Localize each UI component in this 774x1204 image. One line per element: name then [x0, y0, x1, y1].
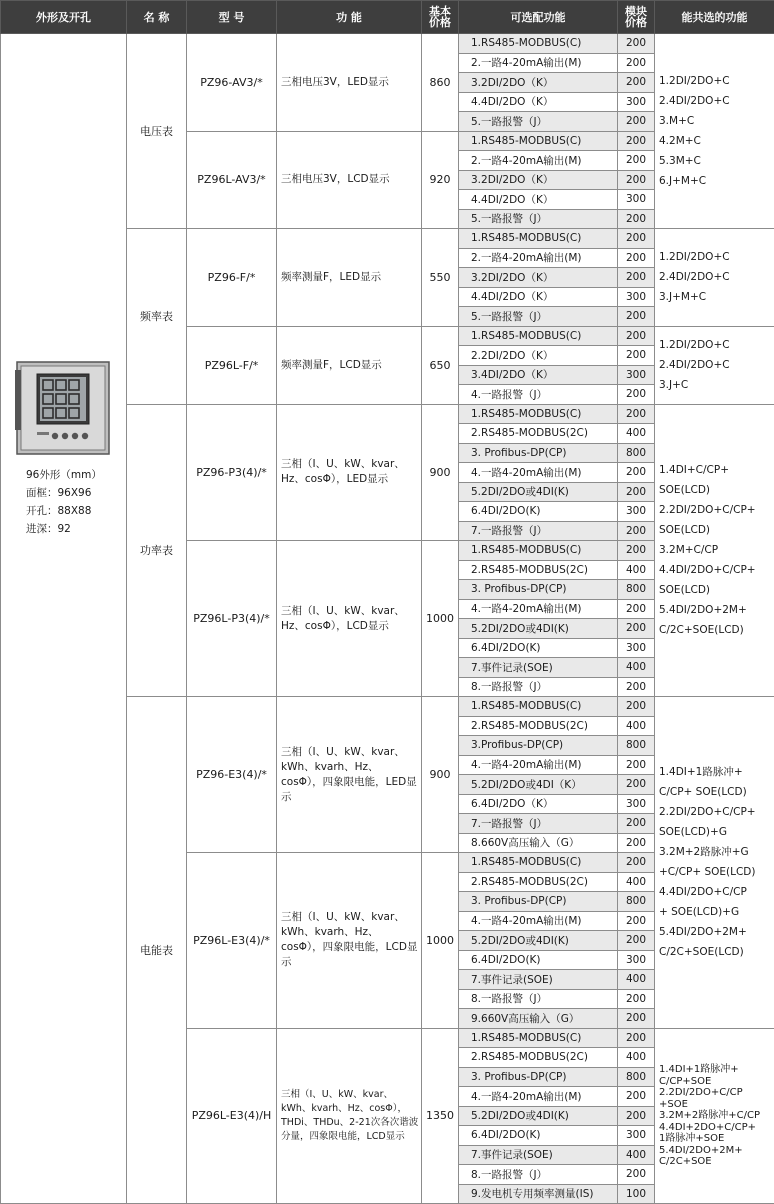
option-name: 3. Profibus-DP(CP)	[459, 892, 618, 912]
option-name: 3.Profibus-DP(CP)	[459, 736, 618, 756]
combo-item: +SOE	[659, 1099, 772, 1111]
model-number: PZ96-E3(4)/*	[187, 697, 277, 853]
option-name: 1.RS485-MODBUS(C)	[459, 404, 618, 424]
model-function: 三相电压3V，LED显示	[277, 34, 422, 132]
option-name: 5.2DI/2DO或4DI(K)	[459, 931, 618, 951]
header-options: 可选配功能	[459, 1, 618, 34]
option-price: 200	[618, 346, 655, 366]
option-price: 200	[618, 112, 655, 132]
combo-item: SOE(LCD)	[659, 520, 772, 540]
option-name: 3.2DI/2DO（K）	[459, 268, 618, 288]
header-model: 型 号	[187, 1, 277, 34]
option-price: 200	[618, 1009, 655, 1029]
option-name: 1.RS485-MODBUS(C)	[459, 853, 618, 873]
model-number: PZ96L-F/*	[187, 326, 277, 404]
option-name: 2.RS485-MODBUS(2C)	[459, 1048, 618, 1068]
option-name: 2.RS485-MODBUS(2C)	[459, 424, 618, 444]
option-price: 200	[618, 833, 655, 853]
option-price: 200	[618, 1165, 655, 1185]
option-name: 5.2DI/2DO或4DI(K)	[459, 482, 618, 502]
option-name: 7.事件记录(SOE)	[459, 1145, 618, 1165]
option-name: 1.RS485-MODBUS(C)	[459, 131, 618, 151]
combo-item: 3.2M+C/CP	[659, 540, 772, 560]
category-name: 频率表	[127, 229, 187, 405]
option-name: 3.2DI/2DO（K）	[459, 73, 618, 93]
option-name: 5.2DI/2DO或4DI(K)	[459, 1106, 618, 1126]
option-price: 200	[618, 170, 655, 190]
option-name: 3.2DI/2DO（K）	[459, 170, 618, 190]
option-name: 2.RS485-MODBUS(2C)	[459, 872, 618, 892]
option-name: 6.4DI/2DO(K)	[459, 638, 618, 658]
option-price: 200	[618, 73, 655, 93]
option-name: 2.一路4-20mA输出(M)	[459, 151, 618, 171]
option-price: 800	[618, 580, 655, 600]
option-price: 200	[618, 131, 655, 151]
header-shape: 外形及开孔	[1, 1, 127, 34]
option-price: 200	[618, 541, 655, 561]
option-name: 9.发电机专用频率测量(IS)	[459, 1184, 618, 1204]
option-name: 1.RS485-MODBUS(C)	[459, 34, 618, 54]
model-number: PZ96L-AV3/*	[187, 131, 277, 229]
combo-item: C/2C+SOE(LCD)	[659, 620, 772, 640]
option-price: 200	[618, 229, 655, 249]
combo-list	[655, 326, 774, 404]
option-price: 200	[618, 931, 655, 951]
option-name: 4.4DI/2DO（K）	[459, 287, 618, 307]
option-name: 2.RS485-MODBUS(2C)	[459, 716, 618, 736]
model-number: PZ96-P3(4)/*	[187, 404, 277, 541]
category-name: 功率表	[127, 404, 187, 697]
option-name: 9.660V高压输入（G）	[459, 1009, 618, 1029]
combo-item: 5.4DI/2DO+2M+	[659, 922, 772, 942]
shape-line: 开孔：88X88	[26, 502, 102, 520]
combo-item: + SOE(LCD)+G	[659, 902, 772, 922]
option-price: 200	[618, 755, 655, 775]
combo-item: SOE(LCD)	[659, 480, 772, 500]
combo-item: 1.4DI+1路脉冲+	[659, 762, 772, 782]
option-price: 200	[618, 619, 655, 639]
option-name: 5.一路报警（J）	[459, 209, 618, 229]
option-price: 200	[618, 853, 655, 873]
option-price: 200	[618, 307, 655, 327]
option-name: 4.一路4-20mA输出(M)	[459, 599, 618, 619]
combo-item: 3.2M+2路脉冲+C/CP	[659, 1110, 772, 1122]
option-price: 300	[618, 190, 655, 210]
header-combos: 能共选的功能	[655, 1, 774, 34]
base-price: 860	[422, 34, 459, 132]
base-price: 1350	[422, 1028, 459, 1204]
combo-list	[655, 34, 774, 229]
option-name: 5.一路报警（J）	[459, 112, 618, 132]
combo-item: 1路脉冲+SOE	[659, 1133, 772, 1145]
option-name: 3. Profibus-DP(CP)	[459, 1067, 618, 1087]
base-price: 900	[422, 697, 459, 853]
combo-item: 2.4DI/2DO+C	[659, 267, 772, 287]
option-name: 4.一路4-20mA输出(M)	[459, 755, 618, 775]
model-number: PZ96-AV3/*	[187, 34, 277, 132]
model-function: 三相（I、U、kW、kvar、kWh、kvarh、Hz、cosΦ），四象限电能，LCD显示	[277, 853, 422, 1029]
option-name: 8.660V高压输入（G）	[459, 833, 618, 853]
header-row	[1, 1, 774, 34]
base-price: 650	[422, 326, 459, 404]
combo-item: 1.4DI+1路脉冲+	[659, 1064, 772, 1076]
model-function: 三相电压3V，LCD显示	[277, 131, 422, 229]
combo-item: C/2C+SOE	[659, 1156, 772, 1168]
combo-item: C/CP+ SOE(LCD)	[659, 782, 772, 802]
option-price: 400	[618, 970, 655, 990]
option-price: 200	[618, 326, 655, 346]
option-name: 7.事件记录(SOE)	[459, 658, 618, 678]
combo-item: 4.4DI+2DO+C/CP+	[659, 1122, 772, 1134]
option-price: 200	[618, 268, 655, 288]
base-price: 920	[422, 131, 459, 229]
combo-list	[655, 229, 774, 327]
option-name: 1.RS485-MODBUS(C)	[459, 541, 618, 561]
model-number: PZ96L-E3(4)/*	[187, 853, 277, 1029]
option-name: 2.RS485-MODBUS(2C)	[459, 560, 618, 580]
option-price: 300	[618, 287, 655, 307]
option-price: 800	[618, 736, 655, 756]
option-price: 200	[618, 775, 655, 795]
option-price: 200	[618, 599, 655, 619]
option-price: 200	[618, 482, 655, 502]
shape-cell	[1, 34, 127, 1204]
option-name: 1.RS485-MODBUS(C)	[459, 697, 618, 717]
combo-list	[655, 404, 774, 697]
option-name: 5.2DI/2DO或4DI(K)	[459, 619, 618, 639]
option-name: 2.一路4-20mA输出(M)	[459, 248, 618, 268]
model-function: 三相（I、U、kW、kvar、kWh、kvarh、Hz、cosΦ），THDi、THDu、2-21次各次谐波分量，四象限电能，LCD显示	[277, 1028, 422, 1204]
option-name: 7.一路报警（J）	[459, 814, 618, 834]
option-price: 300	[618, 638, 655, 658]
panel-meter-icon	[15, 360, 111, 456]
combo-item: 1.2DI/2DO+C	[659, 335, 772, 355]
option-name: 1.RS485-MODBUS(C)	[459, 1028, 618, 1048]
option-price: 400	[618, 658, 655, 678]
model-function: 三相（I、U、kW、kvar、kWh、kvarh、Hz、cosΦ），四象限电能，LED显示	[277, 697, 422, 853]
option-name: 3.4DI/2DO（K）	[459, 365, 618, 385]
option-price: 200	[618, 814, 655, 834]
combo-item: 5.4DI/2DO+2M+	[659, 1145, 772, 1157]
combo-list	[655, 1028, 774, 1204]
option-price: 200	[618, 404, 655, 424]
option-price: 200	[618, 1028, 655, 1048]
option-price: 200	[618, 463, 655, 483]
combo-item: 6.J+M+C	[659, 171, 772, 191]
combo-item: 2.4DI/2DO+C	[659, 91, 772, 111]
combo-item: C/CP+SOE	[659, 1076, 772, 1088]
option-name: 5.2DI/2DO或4DI（K）	[459, 775, 618, 795]
combo-list	[655, 697, 774, 1029]
option-price: 200	[618, 151, 655, 171]
option-name: 1.RS485-MODBUS(C)	[459, 229, 618, 249]
option-name: 3. Profibus-DP(CP)	[459, 443, 618, 463]
option-name: 3. Profibus-DP(CP)	[459, 580, 618, 600]
option-price: 300	[618, 502, 655, 522]
option-name: 8.一路报警（J）	[459, 989, 618, 1009]
option-price: 200	[618, 385, 655, 405]
combo-item: 2.2DI/2DO+C/CP+	[659, 500, 772, 520]
model-function: 三相（I、U、kW、kvar、Hz、cosΦ），LED显示	[277, 404, 422, 541]
combo-item: 3.J+M+C	[659, 287, 772, 307]
option-name: 2.一路4-20mA输出(M)	[459, 53, 618, 73]
header-function: 功 能	[277, 1, 422, 34]
combo-item: 1.2DI/2DO+C	[659, 247, 772, 267]
option-name: 8.一路报警（J）	[459, 677, 618, 697]
model-number: PZ96L-E3(4)/H	[187, 1028, 277, 1204]
option-price: 400	[618, 560, 655, 580]
option-price: 200	[618, 53, 655, 73]
combo-item: 1.2DI/2DO+C	[659, 71, 772, 91]
base-price: 900	[422, 404, 459, 541]
category-name: 电压表	[127, 34, 187, 229]
model-number: PZ96-F/*	[187, 229, 277, 327]
option-price: 200	[618, 521, 655, 541]
model-function: 频率测量F，LED显示	[277, 229, 422, 327]
option-price: 200	[618, 677, 655, 697]
combo-item: 3.2M+2路脉冲+G	[659, 842, 772, 862]
combo-item: 2.2DI/2DO+C/CP	[659, 1087, 772, 1099]
option-name: 6.4DI/2DO(K)	[459, 502, 618, 522]
option-name: 6.4DI/2DO（K）	[459, 794, 618, 814]
option-name: 4.一路4-20mA输出(M)	[459, 1087, 618, 1107]
option-price: 200	[618, 34, 655, 54]
shape-line: 面框：96X96	[26, 484, 102, 502]
combo-item: SOE(LCD)+G	[659, 822, 772, 842]
option-name: 2.2DI/2DO（K）	[459, 346, 618, 366]
option-price: 300	[618, 794, 655, 814]
option-name: 8.一路报警（J）	[459, 1165, 618, 1185]
header-base-price: 基本 价格	[422, 1, 459, 34]
combo-item: 2.4DI/2DO+C	[659, 355, 772, 375]
combo-item: +C/CP+ SOE(LCD)	[659, 862, 772, 882]
combo-item: 5.4DI/2DO+2M+	[659, 600, 772, 620]
shape-line: 96外形（mm）	[26, 466, 102, 484]
combo-item: 2.2DI/2DO+C/CP+	[659, 802, 772, 822]
base-price: 1000	[422, 853, 459, 1029]
option-price: 400	[618, 1048, 655, 1068]
combo-item: 4.4DI/2DO+C/CP+	[659, 560, 772, 580]
model-number: PZ96L-P3(4)/*	[187, 541, 277, 697]
base-price: 1000	[422, 541, 459, 697]
option-name: 4.4DI/2DO（K）	[459, 92, 618, 112]
combo-item: 3.M+C	[659, 111, 772, 131]
shape-line: 进深：92	[26, 520, 102, 538]
option-name: 7.事件记录(SOE)	[459, 970, 618, 990]
option-name: 4.一路4-20mA输出(M)	[459, 463, 618, 483]
header-module-price: 模块 价格	[618, 1, 655, 34]
option-price: 800	[618, 1067, 655, 1087]
combo-item: 1.4DI+C/CP+	[659, 460, 772, 480]
option-price: 200	[618, 1087, 655, 1107]
option-price: 200	[618, 209, 655, 229]
option-price: 400	[618, 1145, 655, 1165]
combo-item: 5.3M+C	[659, 151, 772, 171]
option-price: 300	[618, 1126, 655, 1146]
option-price: 200	[618, 248, 655, 268]
option-price: 100	[618, 1184, 655, 1204]
combo-item: 4.4DI/2DO+C/CP	[659, 882, 772, 902]
combo-item: 3.J+C	[659, 375, 772, 395]
option-price: 300	[618, 950, 655, 970]
shape-dimensions	[26, 466, 102, 538]
option-price: 300	[618, 365, 655, 385]
combo-item: 4.2M+C	[659, 131, 772, 151]
option-price: 400	[618, 716, 655, 736]
option-price: 200	[618, 697, 655, 717]
option-name: 4.4DI/2DO（K）	[459, 190, 618, 210]
category-name: 电能表	[127, 697, 187, 1204]
model-function: 频率测量F，LCD显示	[277, 326, 422, 404]
option-name: 1.RS485-MODBUS(C)	[459, 326, 618, 346]
option-price: 200	[618, 911, 655, 931]
option-name: 4.一路4-20mA输出(M)	[459, 911, 618, 931]
table-row	[1, 34, 774, 54]
option-name: 4.一路报警（J）	[459, 385, 618, 405]
option-name: 6.4DI/2DO(K)	[459, 1126, 618, 1146]
option-price: 800	[618, 443, 655, 463]
option-name: 6.4DI/2DO(K)	[459, 950, 618, 970]
combo-item: SOE(LCD)	[659, 580, 772, 600]
option-price: 200	[618, 1106, 655, 1126]
option-price: 400	[618, 872, 655, 892]
option-name: 5.一路报警（J）	[459, 307, 618, 327]
base-price: 550	[422, 229, 459, 327]
option-price: 200	[618, 989, 655, 1009]
option-price: 400	[618, 424, 655, 444]
option-price: 300	[618, 92, 655, 112]
model-function: 三相（I、U、kW、kvar、Hz、cosΦ），LCD显示	[277, 541, 422, 697]
option-name: 7.一路报警（J）	[459, 521, 618, 541]
combo-item: C/2C+SOE(LCD)	[659, 942, 772, 962]
table-body	[1, 34, 774, 1204]
option-price: 800	[618, 892, 655, 912]
header-name: 名 称	[127, 1, 187, 34]
